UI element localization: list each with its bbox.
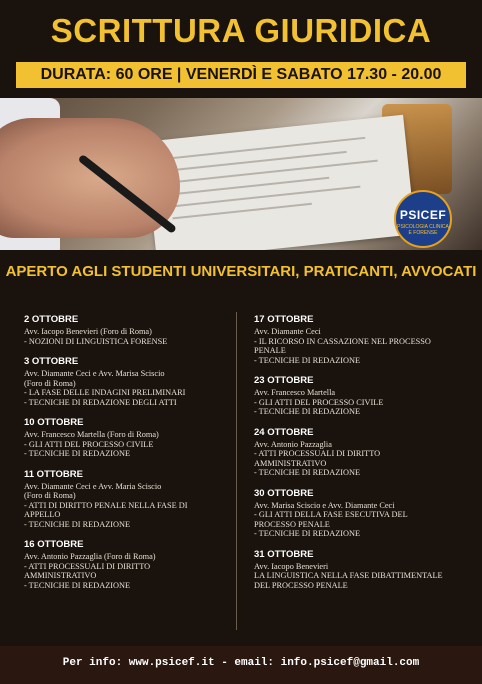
event-line: (Foro di Roma) [24, 491, 76, 500]
event-line: - TECNICHE DI REDAZIONE [254, 468, 361, 477]
contact-info: Per info: www.psicef.it - email: info.psicef@gmail.com [62, 657, 420, 669]
duration-banner: DURATA: 60 ORE | VENERDÌ E SABATO 17.30 - 20.00 [16, 62, 466, 88]
event-line: Avv. Diamante Ceci [254, 327, 321, 336]
calendar-event [24, 314, 234, 346]
event-line: DEL PROCESSO PENALE [254, 580, 348, 590]
event-line: - TECNICHE DI REDAZIONE DEGLI ATTI [24, 397, 177, 407]
calendar-right-column [254, 314, 464, 600]
event-line: PENALE [254, 346, 286, 355]
event-line: Avv. Antonio Pazzaglia [254, 439, 332, 449]
event-line: - NOZIONI DI LINGUISTICA FORENSE [24, 336, 168, 346]
calendar-event [254, 375, 464, 417]
calendar-left-column [24, 314, 234, 600]
event-date: 23 OTTOBRE [254, 375, 314, 386]
logo-subtitle: PSICOLOGIA CLINICA E FORENSE [397, 224, 449, 236]
event-date: 24 OTTOBRE [254, 426, 314, 438]
event-line: - LA FASE DELLE INDAGINI PRELIMINARI [24, 388, 186, 397]
event-line: Avv. Francesco Martella (Foro di Roma) [24, 430, 159, 439]
calendar-event [254, 427, 464, 478]
calendar-event [24, 539, 234, 590]
audience-text: APERTO AGLI STUDENTI UNIVERSITARI, PRATICANTI, AVVOCATI [5, 263, 477, 280]
event-line: Avv. Iacopo Benevieri [254, 561, 329, 571]
event-line: - TECNICHE DI REDAZIONE [254, 407, 361, 416]
event-date: 30 OTTOBRE [254, 487, 314, 499]
column-divider [236, 312, 237, 630]
calendar-event [24, 469, 234, 530]
event-line: - IL RICORSO IN CASSAZIONE NEL PROCESSO [254, 336, 431, 346]
event-line: Avv. Iacopo Benevieri (Foro di Roma) [24, 327, 152, 336]
event-line: - GLI ATTI DEL PROCESSO CIVILE [254, 397, 384, 407]
event-date: 11 OTTOBRE [24, 468, 83, 480]
event-line: - ATTI PROCESSUALI DI DIRITTO [254, 449, 381, 458]
event-line: APPELLO [24, 510, 61, 519]
calendar-event [24, 417, 234, 459]
event-line: Avv. Francesco Martella [254, 388, 336, 397]
calendar-event [254, 488, 464, 539]
event-line: Avv. Marisa Sciscio e Avv. Diamante Ceci [254, 500, 395, 510]
event-line: AMMINISTRATIVO [254, 458, 327, 468]
event-line: Avv. Antonio Pazzaglia (Foro di Roma) [24, 552, 156, 561]
event-line: - TECNICHE DI REDAZIONE [24, 519, 131, 529]
event-line: PROCESSO PENALE [254, 519, 330, 529]
writing-hand [0, 118, 180, 238]
event-line: - TECNICHE DI REDAZIONE [254, 529, 361, 538]
event-line: - TECNICHE DI REDAZIONE [24, 580, 131, 590]
psicef-logo-icon [394, 190, 452, 248]
course-title: SCRITTURA GIURIDICA [50, 12, 432, 49]
event-line: Avv. Diamante Ceci e Avv. Maria Sciscio [24, 481, 162, 491]
event-line: LA LINGUISTICA NELLA FASE DIBATTIMENTALE [254, 571, 443, 580]
event-line: AMMINISTRATIVO [24, 571, 97, 580]
calendar-event [254, 314, 464, 365]
event-date: 2 OTTOBRE [24, 314, 79, 325]
event-line: - ATTI DI DIRITTO PENALE NELLA FASE DI [24, 500, 188, 510]
event-line: - GLI ATTI DEL PROCESSO CIVILE [24, 439, 154, 449]
event-date: 31 OTTOBRE [254, 548, 314, 560]
event-line: - TECNICHE DI REDAZIONE [24, 449, 131, 458]
event-line: (Foro di Roma) [24, 378, 76, 388]
event-date: 16 OTTOBRE [24, 539, 84, 550]
event-line: - GLI ATTI DELLA FASE ESECUTIVA DEL [254, 510, 408, 519]
event-date: 3 OTTOBRE [24, 356, 79, 367]
event-line: - TECNICHE DI REDAZIONE [254, 355, 361, 365]
event-date: 10 OTTOBRE [24, 417, 84, 428]
calendar-event [24, 356, 234, 407]
calendar-event [254, 549, 464, 591]
event-line: Avv. Diamante Ceci e Avv. Marisa Sciscio [24, 369, 165, 378]
event-line: - ATTI PROCESSUALI DI DIRITTO [24, 561, 151, 571]
event-date: 17 OTTOBRE [254, 314, 314, 325]
logo-text: PSICEF [399, 208, 447, 222]
document-paper [144, 115, 415, 250]
